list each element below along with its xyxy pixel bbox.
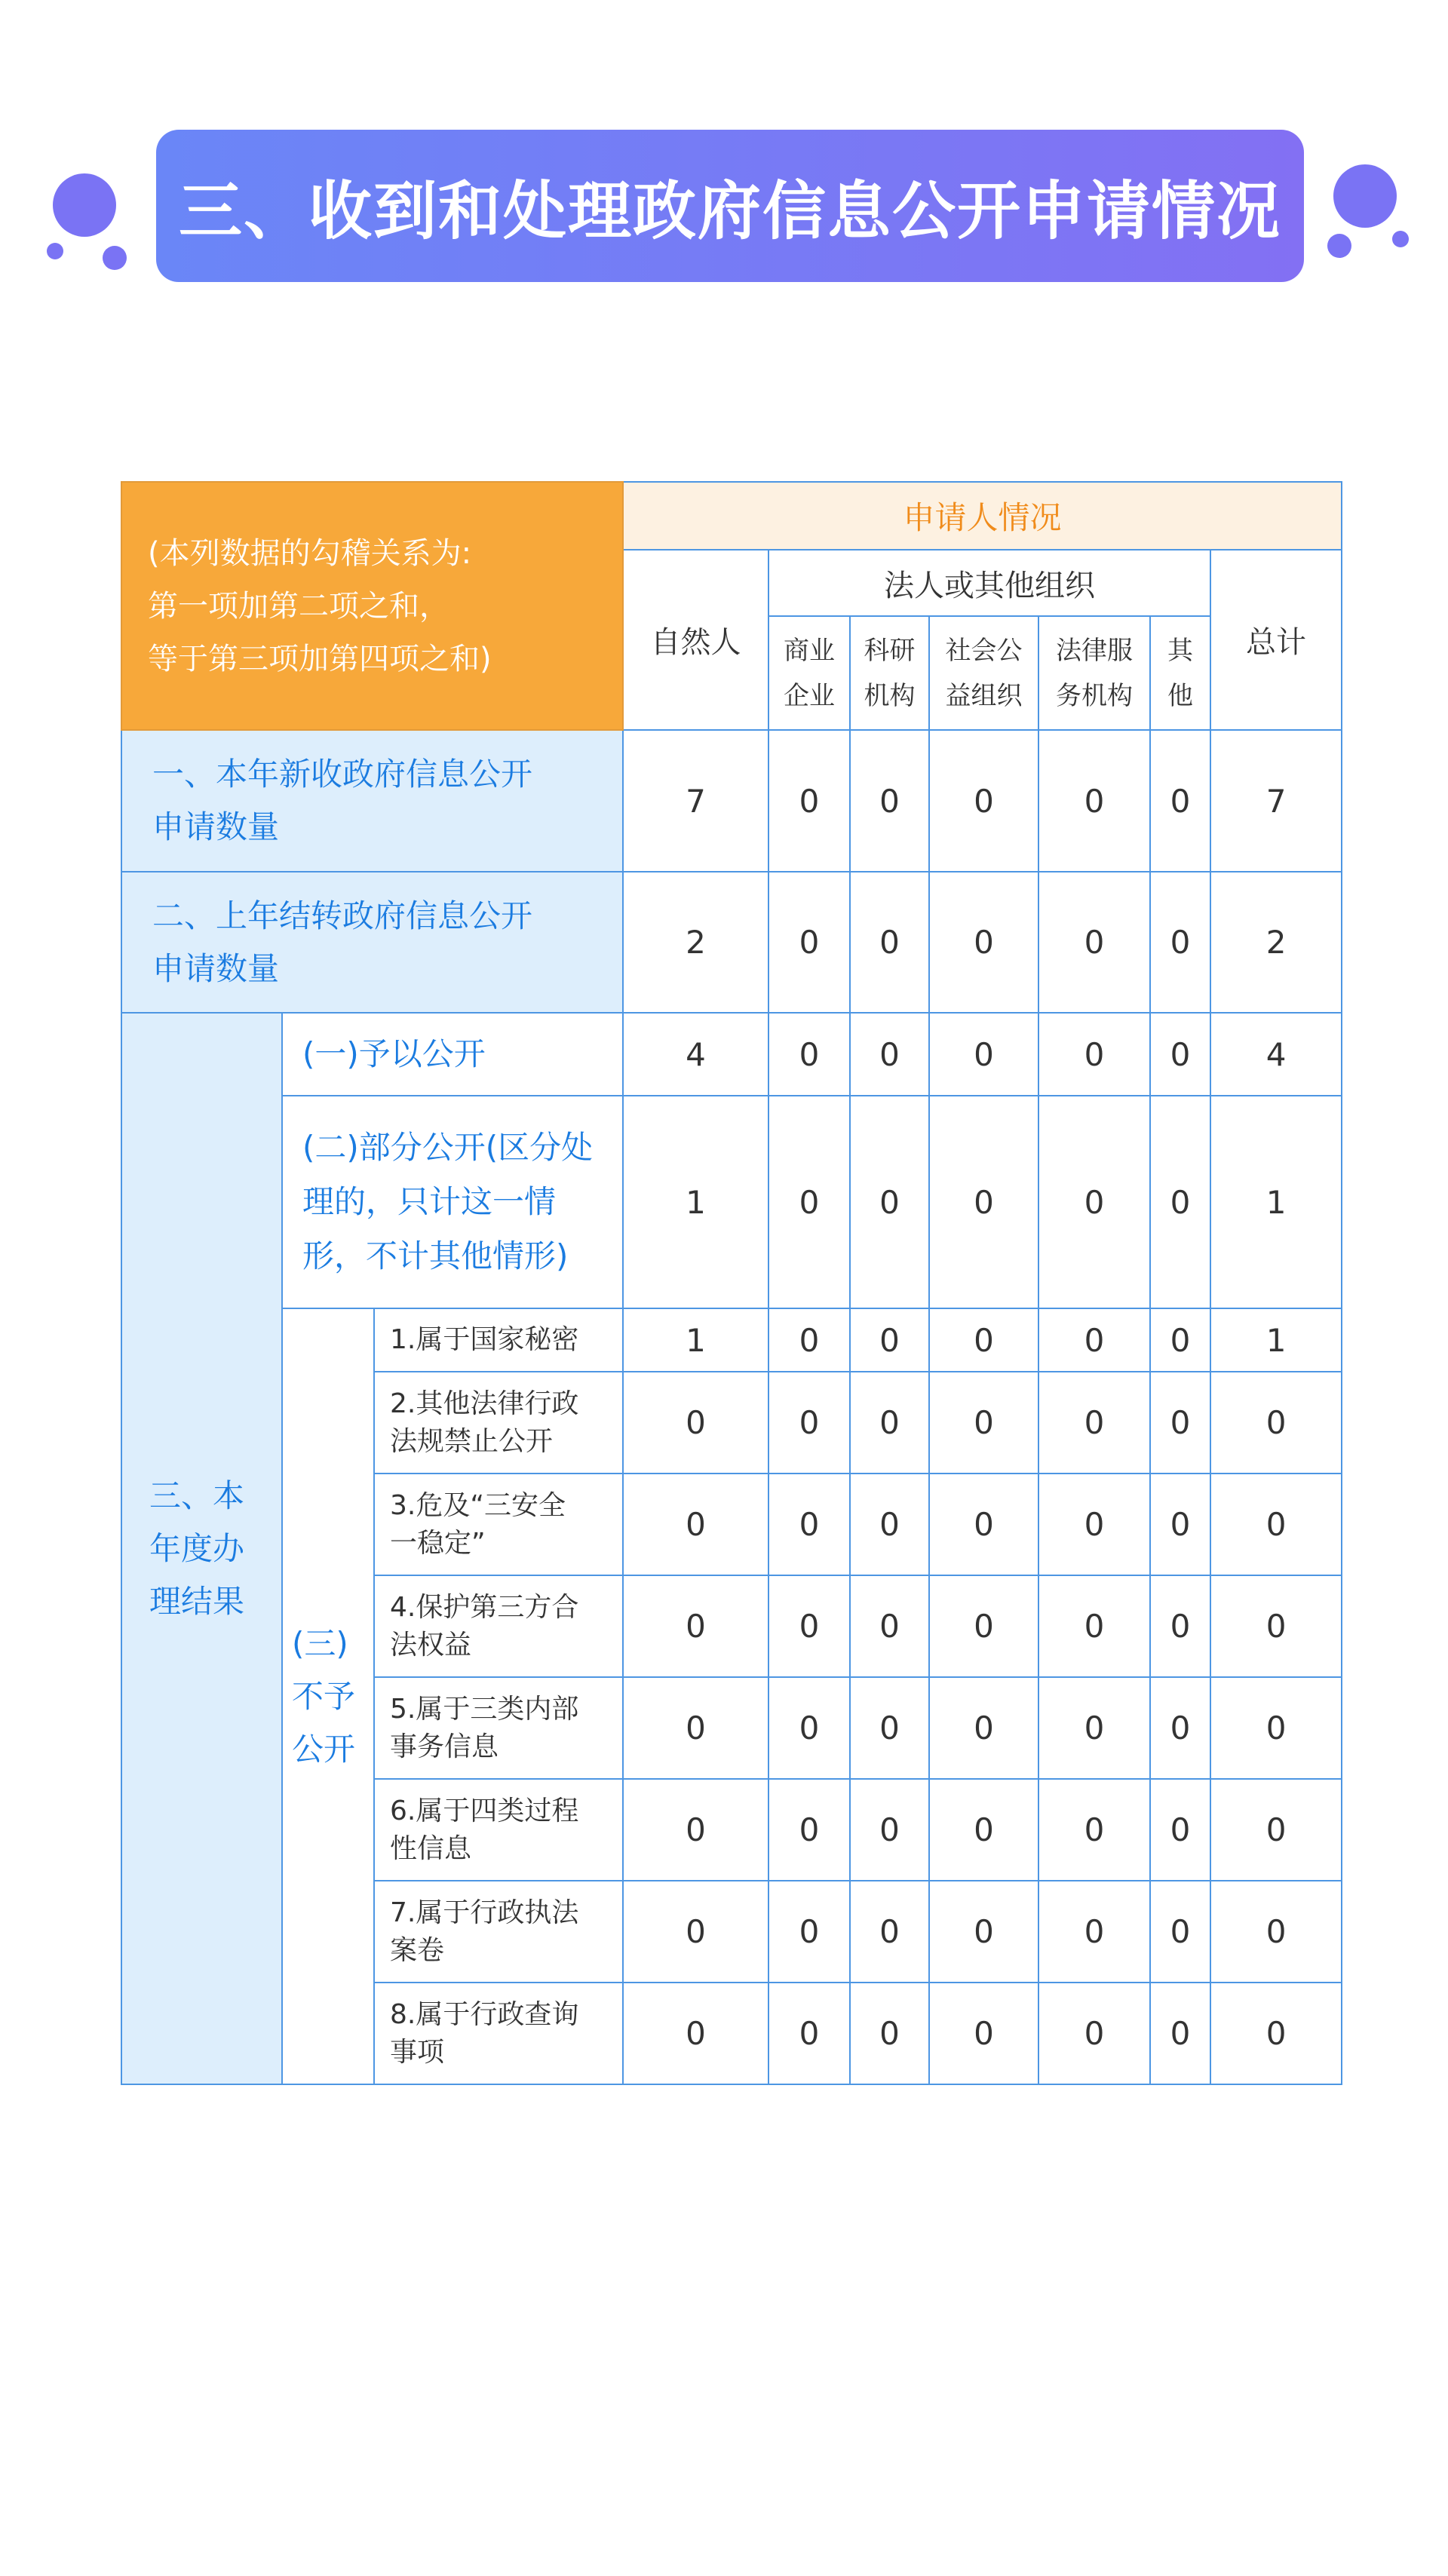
cell-value: 0 [768, 1372, 850, 1474]
cell-value: 0 [929, 730, 1038, 872]
cell-value: 0 [850, 1983, 929, 2084]
cell-value: 2 [1210, 872, 1342, 1013]
corner-note-cell [121, 482, 623, 730]
cell-value: 0 [1038, 1983, 1150, 2084]
cell-value: 0 [1210, 1677, 1342, 1779]
row-label-disclose: (一)予以公开 [282, 1013, 623, 1096]
decor-dot-left-large [53, 173, 116, 237]
decor-dot-left-mid [103, 246, 127, 270]
cell-value: 0 [768, 1308, 850, 1372]
cell-value: 0 [623, 1677, 768, 1779]
cell-value: 0 [1150, 1779, 1210, 1881]
cell-value: 0 [768, 1013, 850, 1096]
cell-value: 0 [623, 1779, 768, 1881]
cell-value: 0 [623, 1474, 768, 1575]
reason-label: 7.属于行政执法 案卷 [374, 1881, 623, 1983]
applicant-header: 申请人情况 [623, 482, 1342, 550]
cell-value: 0 [768, 872, 850, 1013]
cell-value: 0 [1210, 1983, 1342, 2084]
table-row [121, 1096, 1342, 1308]
corner-note-line: 第一项加第二项之和， [148, 588, 449, 624]
cell-value: 0 [1150, 1575, 1210, 1677]
cell-value: 0 [929, 1474, 1038, 1575]
cell-value: 7 [623, 730, 768, 872]
cell-value: 0 [929, 872, 1038, 1013]
cell-value: 0 [850, 872, 929, 1013]
cell-value: 0 [850, 1013, 929, 1096]
cell-value: 4 [1210, 1013, 1342, 1096]
col-header-nonprofit: 社会公 益组织 [929, 616, 1038, 730]
section3-label: 三、本 年度办 理结果 [121, 1013, 282, 2084]
cell-value: 0 [850, 1096, 929, 1308]
row-label-not-disclose: (三) 不予 公开 [282, 1308, 374, 2084]
table-row [121, 730, 1342, 872]
cell-value: 0 [1210, 1575, 1342, 1677]
cell-value: 0 [1150, 1474, 1210, 1575]
cell-value: 0 [1038, 1881, 1150, 1983]
cell-value: 0 [850, 1474, 929, 1575]
cell-value: 0 [929, 1308, 1038, 1372]
reason-label: 5.属于三类内部 事务信息 [374, 1677, 623, 1779]
cell-value: 0 [929, 1779, 1038, 1881]
cell-value: 0 [850, 1372, 929, 1474]
natural-person-header: 自然人 [623, 550, 768, 730]
corner-note-line: (本列数据的勾稽关系为: [148, 535, 472, 571]
row-label-new-applications: 一、本年新收政府信息公开 申请数量 [121, 730, 623, 872]
decor-dot-left-small [47, 243, 63, 259]
reason-label: 1.属于国家秘密 [374, 1308, 623, 1372]
cell-value: 0 [929, 1677, 1038, 1779]
cell-value: 0 [768, 1575, 850, 1677]
cell-value: 0 [1150, 1096, 1210, 1308]
cell-value: 1 [1210, 1308, 1342, 1372]
col-header-research: 科研 机构 [850, 616, 929, 730]
cell-value: 0 [1210, 1372, 1342, 1474]
row-label-carryover: 二、上年结转政府信息公开 申请数量 [121, 872, 623, 1013]
cell-value: 0 [1210, 1474, 1342, 1575]
reason-label: 6.属于四类过程 性信息 [374, 1779, 623, 1881]
cell-value: 0 [623, 1881, 768, 1983]
cell-value: 0 [1150, 1983, 1210, 2084]
cell-value: 0 [1038, 1096, 1150, 1308]
reason-label: 8.属于行政查询 事项 [374, 1983, 623, 2084]
cell-value: 0 [768, 1096, 850, 1308]
decor-dot-right-mid [1327, 234, 1351, 258]
cell-value: 0 [850, 730, 929, 872]
cell-value: 0 [929, 1881, 1038, 1983]
cell-value: 0 [929, 1575, 1038, 1677]
cell-value: 0 [623, 1575, 768, 1677]
cell-value: 0 [1038, 1677, 1150, 1779]
cell-value: 0 [1038, 1474, 1150, 1575]
cell-value: 0 [929, 1372, 1038, 1474]
cell-value: 0 [850, 1308, 929, 1372]
cell-value: 0 [1150, 1881, 1210, 1983]
table-row [121, 1013, 1342, 1096]
cell-value: 0 [929, 1983, 1038, 2084]
cell-value: 0 [623, 1372, 768, 1474]
cell-value: 0 [1038, 1372, 1150, 1474]
cell-value: 0 [1038, 1013, 1150, 1096]
cell-value: 1 [623, 1308, 768, 1372]
statistics-table [121, 481, 1342, 2085]
cell-value: 0 [1150, 872, 1210, 1013]
page-title: 三、收到和处理政府信息公开申请情况 [178, 173, 1281, 248]
cell-value: 0 [850, 1575, 929, 1677]
cell-value: 0 [1150, 1308, 1210, 1372]
cell-value: 7 [1210, 730, 1342, 872]
legal-group-header: 法人或其他组织 [768, 550, 1210, 616]
col-header-other: 其 他 [1150, 616, 1210, 730]
cell-value: 0 [623, 1983, 768, 2084]
table-row [121, 872, 1342, 1013]
cell-value: 0 [850, 1779, 929, 1881]
cell-value: 0 [768, 1779, 850, 1881]
cell-value: 0 [1150, 1013, 1210, 1096]
cell-value: 0 [768, 1677, 850, 1779]
cell-value: 0 [929, 1013, 1038, 1096]
table-row [121, 1308, 1342, 1372]
cell-value: 0 [1038, 730, 1150, 872]
cell-value: 0 [1150, 1372, 1210, 1474]
reason-label: 3.危及“三安全 一稳定” [374, 1474, 623, 1575]
corner-note-line: 等于第三项加第四项之和) [148, 641, 492, 676]
cell-value: 0 [768, 1983, 850, 2084]
cell-value: 0 [1210, 1779, 1342, 1881]
row-label-partial-disclose: (二)部分公开(区分处 理的，只计这一情 形，不计其他情形) [282, 1096, 623, 1308]
cell-value: 0 [1038, 872, 1150, 1013]
col-header-legal-service: 法律服 务机构 [1038, 616, 1150, 730]
cell-value: 0 [850, 1881, 929, 1983]
cell-value: 0 [1150, 730, 1210, 872]
decor-dot-right-small [1392, 231, 1409, 247]
cell-value: 0 [850, 1677, 929, 1779]
cell-value: 0 [1150, 1677, 1210, 1779]
cell-value: 1 [623, 1096, 768, 1308]
cell-value: 0 [1038, 1779, 1150, 1881]
cell-value: 1 [1210, 1096, 1342, 1308]
cell-value: 0 [1038, 1308, 1150, 1372]
cell-value: 4 [623, 1013, 768, 1096]
decor-dot-right-large [1333, 164, 1397, 228]
cell-value: 0 [929, 1096, 1038, 1308]
cell-value: 0 [768, 1881, 850, 1983]
reason-label: 4.保护第三方合 法权益 [374, 1575, 623, 1677]
col-header-business: 商业 企业 [768, 616, 850, 730]
cell-value: 0 [768, 730, 850, 872]
cell-value: 0 [1038, 1575, 1150, 1677]
cell-value: 2 [623, 872, 768, 1013]
title-banner [156, 130, 1304, 282]
reason-label: 2.其他法律行政 法规禁止公开 [374, 1372, 623, 1474]
total-header: 总计 [1210, 550, 1342, 730]
cell-value: 0 [768, 1474, 850, 1575]
cell-value: 0 [1210, 1881, 1342, 1983]
